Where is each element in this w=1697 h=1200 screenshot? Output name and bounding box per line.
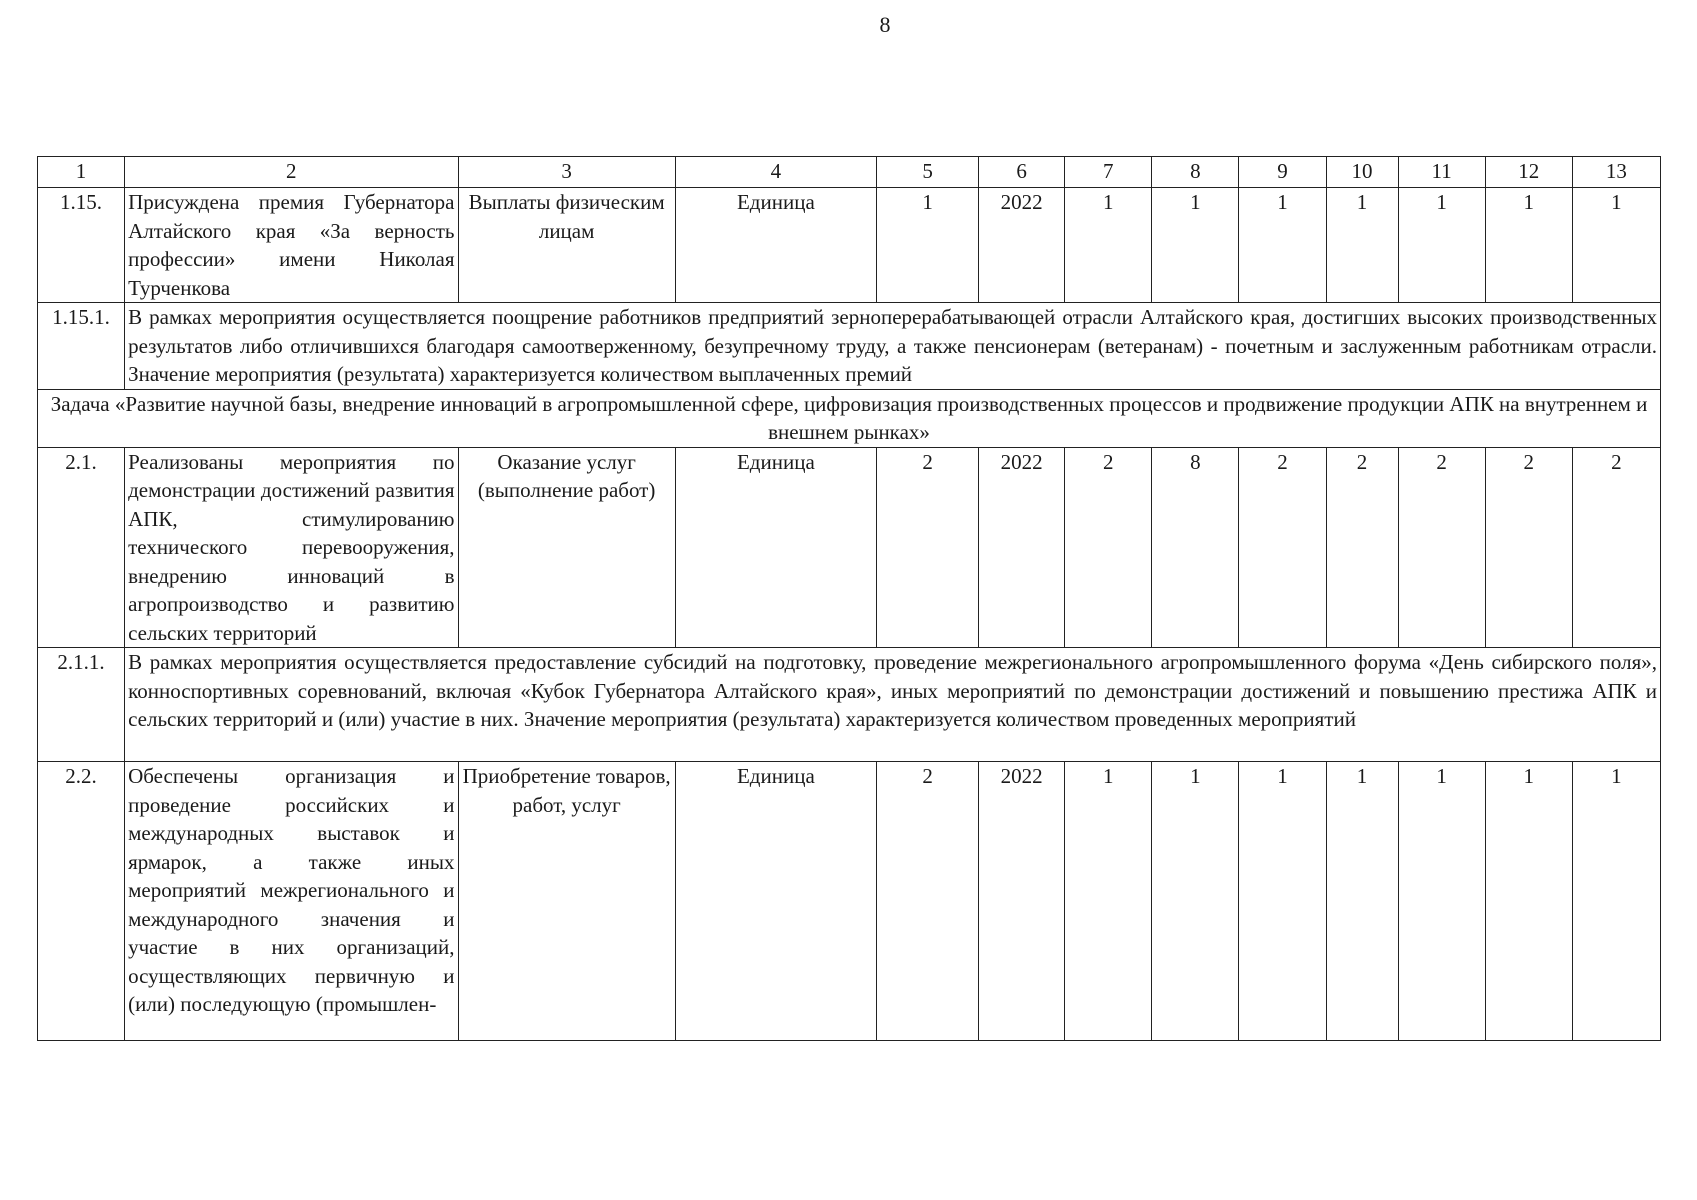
- row-number: 1.15.1.: [38, 303, 125, 390]
- value-cell: 1: [1572, 188, 1660, 303]
- header-cell: 3: [458, 157, 675, 188]
- value-cell: 1: [1326, 188, 1398, 303]
- header-cell: 1: [38, 157, 125, 188]
- event-name: Присуждена премия Губернатора Алтайского края «За верность профессии» имени Николая Турченкова: [125, 188, 458, 303]
- value-cell: 1: [1485, 762, 1572, 1041]
- header-cell: 2: [125, 157, 458, 188]
- value-cell: 1: [1398, 188, 1485, 303]
- header-cell: 5: [877, 157, 979, 188]
- page-number: 8: [879, 12, 891, 37]
- row-number: 1.15.: [38, 188, 125, 303]
- event-type: Приобретение товаров, работ, услуг: [458, 762, 675, 1041]
- value-cell: 1: [1065, 188, 1152, 303]
- row-number: 2.2.: [38, 762, 125, 1041]
- header-cell: 10: [1326, 157, 1398, 188]
- header-cell: 9: [1239, 157, 1326, 188]
- value-cell: 1: [1572, 762, 1660, 1041]
- header-cell: 4: [675, 157, 876, 188]
- event-name: Обеспечены организация и проведение российских и международных выставок и ярмарок, а также иных мероприятий межрегионального и международного значения и участие в них организаций, осуществляющих первичную и (или) последующую (промышлен-: [125, 762, 458, 1041]
- header-cell: 6: [979, 157, 1065, 188]
- value-cell: 2: [877, 762, 979, 1041]
- value-cell: 8: [1152, 447, 1239, 648]
- unit-cell: Единица: [675, 447, 876, 648]
- year-cell: 2022: [979, 188, 1065, 303]
- row-number: 2.1.: [38, 447, 125, 648]
- table-row-description: [38, 303, 1661, 390]
- header-cell: 13: [1572, 157, 1660, 188]
- value-cell: 2: [1398, 447, 1485, 648]
- table-row: [38, 188, 1661, 303]
- value-cell: 1: [1485, 188, 1572, 303]
- event-name: Реализованы мероприятия по демонстрации достижений развития АПК, стимулированию технического перевооружения, внедрению инноваций в агропроизводство и развитию сельских территорий: [125, 447, 458, 648]
- value-cell: 2: [1326, 447, 1398, 648]
- value-cell: 2: [1239, 447, 1326, 648]
- value-cell: 2: [1065, 447, 1152, 648]
- value-cell: 1: [1398, 762, 1485, 1041]
- table-row: [38, 447, 1661, 648]
- event-description: В рамках мероприятия осуществляется поощрение работников предприятий зерноперерабатывающей отрасли Алтайского края, достигших высоких производственных результатов либо отличившихся благодаря самоотверженному, безупречному труду, а также пенсионерам (ветеранам) - почетным и заслуженным работникам отрасли. Значение мероприятия (результата) характеризуется количеством выплаченных премий: [125, 303, 1661, 390]
- value-cell: 2: [1485, 447, 1572, 648]
- value-cell: 1: [1065, 762, 1152, 1041]
- unit-cell: Единица: [675, 188, 876, 303]
- event-type: Выплаты физическим лицам: [458, 188, 675, 303]
- header-cell: 8: [1152, 157, 1239, 188]
- event-description: В рамках мероприятия осуществляется предоставление субсидий на подготовку, проведение межрегионального агропромышленного форума «День сибирского поля», конноспортивных соревнований, включая «Кубок Губернатора Алтайского края», иных мероприятий по демонстрации достижений и повышению престижа АПК и сельских территорий и (или) участие в них. Значение мероприятия (результата) характеризуется количеством проведенных мероприятий: [125, 648, 1661, 762]
- value-cell: 2: [1572, 447, 1660, 648]
- indicators-table: [37, 156, 1661, 1041]
- year-cell: 2022: [979, 762, 1065, 1041]
- task-title: Задача «Развитие научной базы, внедрение инноваций в агропромышленной сфере, цифровизация производственных процессов и продвижение продукции АПК на внутреннем и внешнем рынках»: [38, 389, 1661, 447]
- unit-cell: Единица: [675, 762, 876, 1041]
- value-cell: 1: [1152, 188, 1239, 303]
- table-row-description: [38, 648, 1661, 762]
- table-row: [38, 762, 1661, 1041]
- value-cell: 1: [1239, 762, 1326, 1041]
- task-row: [38, 389, 1661, 447]
- header-cell: 12: [1485, 157, 1572, 188]
- value-cell: 1: [877, 188, 979, 303]
- value-cell: 1: [1326, 762, 1398, 1041]
- value-cell: 1: [1152, 762, 1239, 1041]
- table-header-row: [38, 157, 1661, 188]
- row-number: 2.1.1.: [38, 648, 125, 762]
- header-cell: 11: [1398, 157, 1485, 188]
- event-type: Оказание услуг (выполнение работ): [458, 447, 675, 648]
- value-cell: 1: [1239, 188, 1326, 303]
- year-cell: 2022: [979, 447, 1065, 648]
- header-cell: 7: [1065, 157, 1152, 188]
- value-cell: 2: [877, 447, 979, 648]
